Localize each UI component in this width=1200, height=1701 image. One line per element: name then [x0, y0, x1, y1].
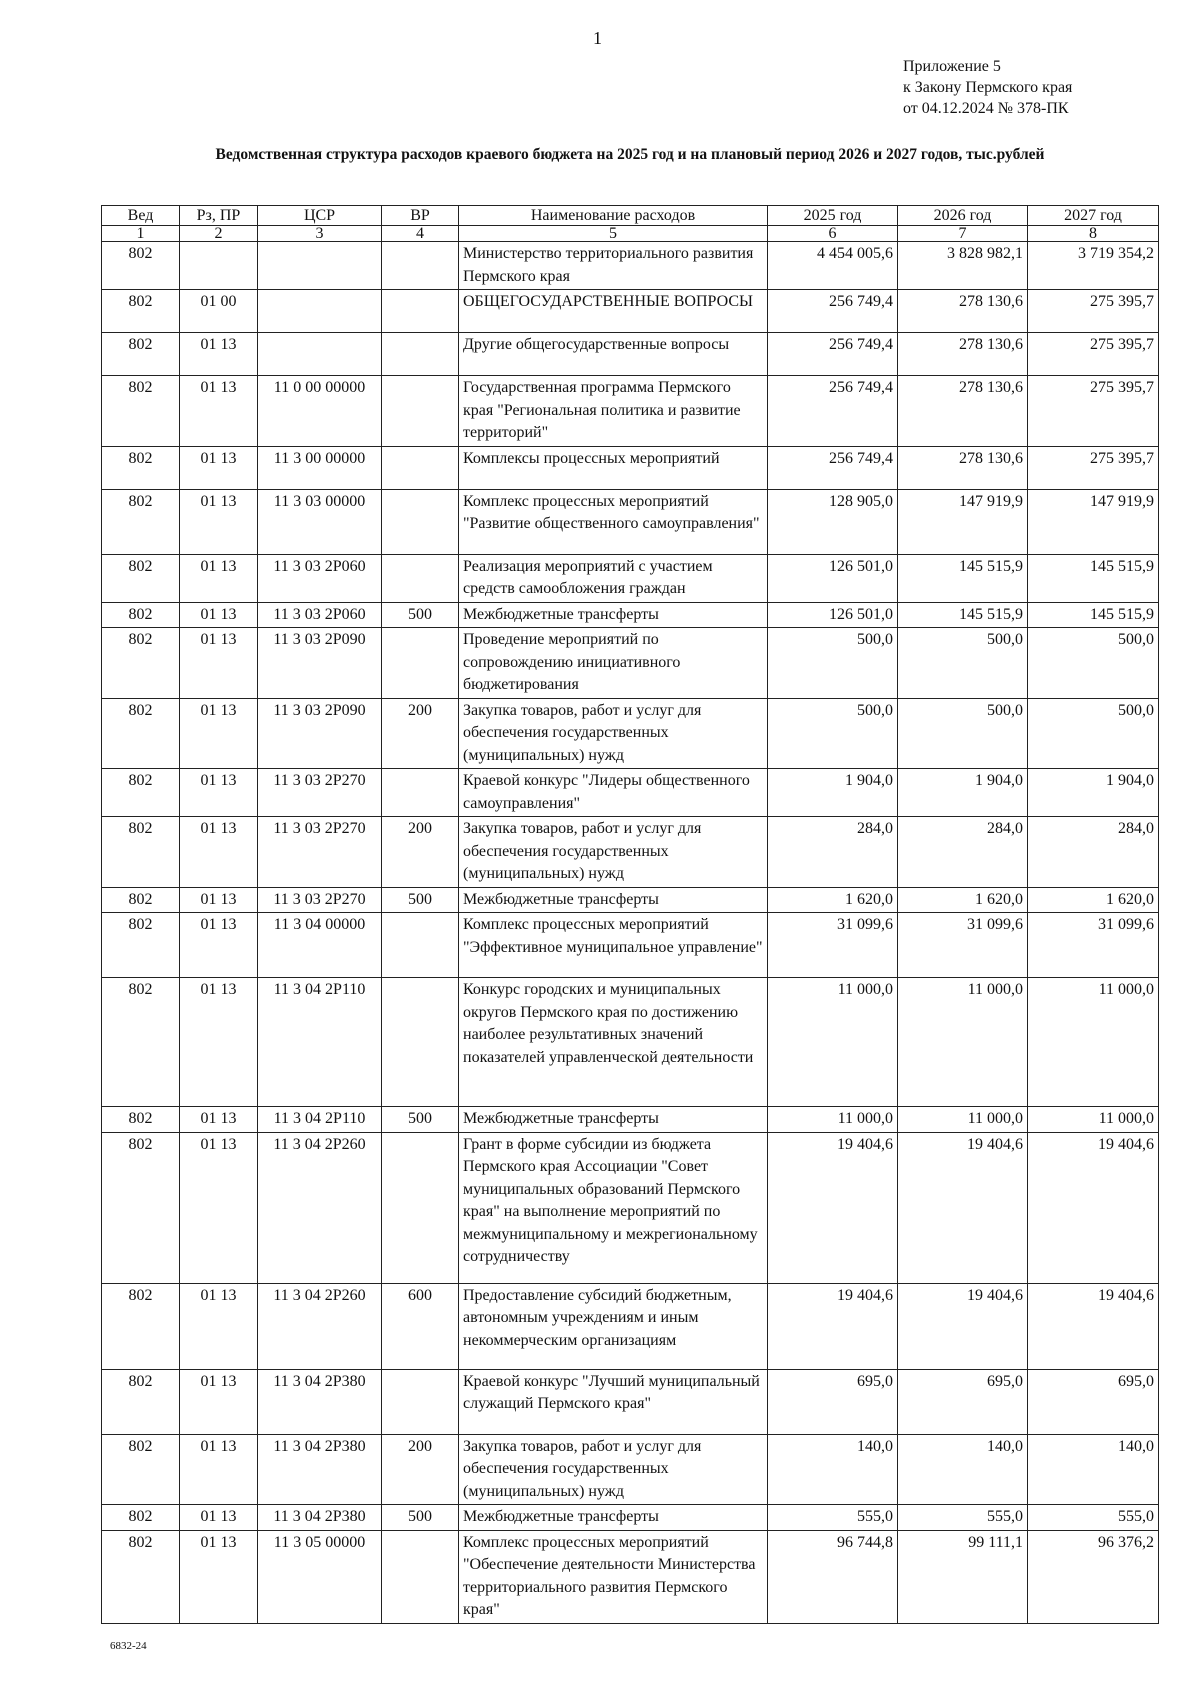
- rz-pr-cell: 01 13: [180, 817, 258, 888]
- rz-pr-cell: 01 13: [180, 628, 258, 699]
- name-cell: Комплекс процессных мероприятий "Эффективное муниципальное управление": [459, 913, 768, 978]
- amount-2027-cell: 11 000,0: [1028, 978, 1159, 1107]
- table-row: [102, 489, 1159, 554]
- amount-2025-cell: 19 404,6: [768, 1132, 898, 1283]
- budget-table-body: [102, 242, 1159, 1624]
- rz-pr-cell: 01 13: [180, 376, 258, 447]
- ved-cell: 802: [102, 489, 180, 554]
- ved-cell: 802: [102, 1283, 180, 1369]
- amount-2026-cell: 284,0: [898, 817, 1028, 888]
- column-number: 8: [1028, 226, 1159, 242]
- amount-2025-cell: 11 000,0: [768, 978, 898, 1107]
- vr-cell: [382, 978, 459, 1107]
- csr-cell: 11 3 04 2Р380: [258, 1369, 382, 1434]
- amount-2027-cell: 695,0: [1028, 1369, 1159, 1434]
- csr-cell: 11 3 04 2Р260: [258, 1283, 382, 1369]
- amount-2026-cell: 31 099,6: [898, 913, 1028, 978]
- ved-cell: 802: [102, 333, 180, 376]
- name-cell: Министерство территориального развития Пермского края: [459, 242, 768, 290]
- rz-pr-cell: 01 13: [180, 887, 258, 913]
- header-2027: 2027 год: [1028, 206, 1159, 226]
- amount-2027-cell: 284,0: [1028, 817, 1159, 888]
- amount-2026-cell: 500,0: [898, 628, 1028, 699]
- amount-2026-cell: 11 000,0: [898, 1107, 1028, 1133]
- amount-2025-cell: 555,0: [768, 1505, 898, 1531]
- csr-cell: [258, 242, 382, 290]
- vr-cell: 500: [382, 1505, 459, 1531]
- name-cell: Конкурс городских и муниципальных округов Пермского края по достижению наиболее результативных значений показателей управленческой деятельности: [459, 978, 768, 1107]
- csr-cell: 11 3 03 2Р270: [258, 769, 382, 817]
- table-row: [102, 887, 1159, 913]
- header-rz-pr: Рз, ПР: [180, 206, 258, 226]
- csr-cell: 11 3 03 2Р060: [258, 602, 382, 628]
- vr-cell: 200: [382, 817, 459, 888]
- amount-2026-cell: 278 130,6: [898, 446, 1028, 489]
- vr-cell: [382, 628, 459, 699]
- table-row: [102, 628, 1159, 699]
- amount-2026-cell: 3 828 982,1: [898, 242, 1028, 290]
- name-cell: Закупка товаров, работ и услуг для обеспечения государственных (муниципальных) нужд: [459, 1434, 768, 1505]
- name-cell: Межбюджетные трансферты: [459, 887, 768, 913]
- amount-2027-cell: 555,0: [1028, 1505, 1159, 1531]
- amount-2027-cell: 3 719 354,2: [1028, 242, 1159, 290]
- table-row: [102, 1283, 1159, 1369]
- name-cell: Межбюджетные трансферты: [459, 602, 768, 628]
- column-number: 7: [898, 226, 1028, 242]
- amount-2025-cell: 126 501,0: [768, 602, 898, 628]
- table-row: [102, 290, 1159, 333]
- ved-cell: 802: [102, 1132, 180, 1283]
- csr-cell: 11 3 04 2Р110: [258, 1107, 382, 1133]
- amount-2025-cell: 128 905,0: [768, 489, 898, 554]
- amount-2027-cell: 500,0: [1028, 628, 1159, 699]
- ved-cell: 802: [102, 698, 180, 769]
- ved-cell: 802: [102, 1107, 180, 1133]
- csr-cell: 11 3 04 2Р110: [258, 978, 382, 1107]
- csr-cell: 11 3 04 00000: [258, 913, 382, 978]
- csr-cell: 11 3 04 2Р380: [258, 1505, 382, 1531]
- header-csr: ЦСР: [258, 206, 382, 226]
- column-number: 5: [459, 226, 768, 242]
- vr-cell: 200: [382, 1434, 459, 1505]
- ved-cell: 802: [102, 554, 180, 602]
- table-row: [102, 602, 1159, 628]
- table-row: [102, 1434, 1159, 1505]
- amount-2025-cell: 256 749,4: [768, 446, 898, 489]
- amount-2025-cell: 19 404,6: [768, 1283, 898, 1369]
- ved-cell: 802: [102, 1530, 180, 1623]
- rz-pr-cell: 01 13: [180, 602, 258, 628]
- ved-cell: 802: [102, 769, 180, 817]
- amount-2027-cell: 1 620,0: [1028, 887, 1159, 913]
- name-cell: Комплекс процессных мероприятий "Обеспечение деятельности Министерства территориального развития Пермского края": [459, 1530, 768, 1623]
- vr-cell: [382, 242, 459, 290]
- ved-cell: 802: [102, 817, 180, 888]
- amount-2027-cell: 500,0: [1028, 698, 1159, 769]
- rz-pr-cell: 01 13: [180, 1369, 258, 1434]
- amount-2026-cell: 278 130,6: [898, 290, 1028, 333]
- column-number: 1: [102, 226, 180, 242]
- rz-pr-cell: 01 13: [180, 489, 258, 554]
- csr-cell: 11 0 00 00000: [258, 376, 382, 447]
- appendix-reference: [903, 56, 1072, 119]
- amount-2025-cell: 31 099,6: [768, 913, 898, 978]
- amount-2026-cell: 11 000,0: [898, 978, 1028, 1107]
- vr-cell: 500: [382, 602, 459, 628]
- amount-2026-cell: 1 620,0: [898, 887, 1028, 913]
- amount-2025-cell: 1 620,0: [768, 887, 898, 913]
- rz-pr-cell: 01 13: [180, 769, 258, 817]
- table-row: [102, 698, 1159, 769]
- amount-2027-cell: 31 099,6: [1028, 913, 1159, 978]
- name-cell: ОБЩЕГОСУДАРСТВЕННЫЕ ВОПРОСЫ: [459, 290, 768, 333]
- rz-pr-cell: 01 13: [180, 1530, 258, 1623]
- amount-2026-cell: 145 515,9: [898, 554, 1028, 602]
- ved-cell: 802: [102, 978, 180, 1107]
- csr-cell: 11 3 03 2Р270: [258, 887, 382, 913]
- ved-cell: 802: [102, 242, 180, 290]
- amount-2027-cell: 275 395,7: [1028, 446, 1159, 489]
- csr-cell: 11 3 03 2Р090: [258, 628, 382, 699]
- vr-cell: [382, 446, 459, 489]
- rz-pr-cell: [180, 242, 258, 290]
- header-vr: ВР: [382, 206, 459, 226]
- amount-2026-cell: 278 130,6: [898, 333, 1028, 376]
- rz-pr-cell: 01 13: [180, 978, 258, 1107]
- name-cell: Закупка товаров, работ и услуг для обеспечения государственных (муниципальных) нужд: [459, 817, 768, 888]
- name-cell: Государственная программа Пермского края "Региональная политика и развитие территорий": [459, 376, 768, 447]
- table-row: [102, 554, 1159, 602]
- header-2025: 2025 год: [768, 206, 898, 226]
- ved-cell: 802: [102, 602, 180, 628]
- amount-2026-cell: 19 404,6: [898, 1132, 1028, 1283]
- rz-pr-cell: 01 13: [180, 1434, 258, 1505]
- csr-cell: 11 3 04 2Р380: [258, 1434, 382, 1505]
- amount-2025-cell: 695,0: [768, 1369, 898, 1434]
- vr-cell: [382, 290, 459, 333]
- rz-pr-cell: 01 13: [180, 333, 258, 376]
- ved-cell: 802: [102, 446, 180, 489]
- amount-2027-cell: 275 395,7: [1028, 376, 1159, 447]
- budget-table: [101, 205, 1159, 1624]
- amount-2026-cell: 1 904,0: [898, 769, 1028, 817]
- amount-2026-cell: 555,0: [898, 1505, 1028, 1531]
- name-cell: Реализация мероприятий с участием средств самообложения граждан: [459, 554, 768, 602]
- rz-pr-cell: 01 13: [180, 1107, 258, 1133]
- table-row: [102, 1132, 1159, 1283]
- vr-cell: 200: [382, 698, 459, 769]
- name-cell: Краевой конкурс "Лучший муниципальный служащий Пермского края": [459, 1369, 768, 1434]
- csr-cell: [258, 290, 382, 333]
- amount-2025-cell: 256 749,4: [768, 376, 898, 447]
- amount-2027-cell: 275 395,7: [1028, 333, 1159, 376]
- csr-cell: 11 3 03 00000: [258, 489, 382, 554]
- amount-2025-cell: 500,0: [768, 628, 898, 699]
- vr-cell: [382, 913, 459, 978]
- amount-2026-cell: 147 919,9: [898, 489, 1028, 554]
- page-number: 1: [593, 28, 602, 48]
- ved-cell: 802: [102, 1369, 180, 1434]
- amount-2026-cell: 145 515,9: [898, 602, 1028, 628]
- column-number: 6: [768, 226, 898, 242]
- csr-cell: 11 3 03 2Р090: [258, 698, 382, 769]
- rz-pr-cell: 01 13: [180, 913, 258, 978]
- column-number-row: [102, 226, 1159, 242]
- amount-2025-cell: 284,0: [768, 817, 898, 888]
- appendix-line: от 04.12.2024 № 378-ПК: [903, 100, 1069, 117]
- name-cell: Закупка товаров, работ и услуг для обеспечения государственных (муниципальных) нужд: [459, 698, 768, 769]
- rz-pr-cell: 01 13: [180, 446, 258, 489]
- name-cell: Другие общегосударственные вопросы: [459, 333, 768, 376]
- amount-2027-cell: 145 515,9: [1028, 602, 1159, 628]
- amount-2027-cell: 1 904,0: [1028, 769, 1159, 817]
- vr-cell: [382, 554, 459, 602]
- ved-cell: 802: [102, 628, 180, 699]
- table-row: [102, 333, 1159, 376]
- table-row: [102, 1107, 1159, 1133]
- rz-pr-cell: 01 00: [180, 290, 258, 333]
- header-name: Наименование расходов: [459, 206, 768, 226]
- csr-cell: 11 3 03 2Р270: [258, 817, 382, 888]
- rz-pr-cell: 01 13: [180, 1505, 258, 1531]
- vr-cell: [382, 769, 459, 817]
- header-ved: Вед: [102, 206, 180, 226]
- name-cell: Комплекс процессных мероприятий "Развитие общественного самоуправления": [459, 489, 768, 554]
- table-row: [102, 446, 1159, 489]
- amount-2026-cell: 695,0: [898, 1369, 1028, 1434]
- document-title: Ведомственная структура расходов краевого бюджета на 2025 год и на плановый период 2026 и 2027 годов, тыс.рублей: [215, 146, 1045, 163]
- amount-2025-cell: 126 501,0: [768, 554, 898, 602]
- name-cell: Комплексы процессных мероприятий: [459, 446, 768, 489]
- column-number: 4: [382, 226, 459, 242]
- header-2026: 2026 год: [898, 206, 1028, 226]
- amount-2026-cell: 19 404,6: [898, 1283, 1028, 1369]
- table-row: [102, 1505, 1159, 1531]
- amount-2025-cell: 140,0: [768, 1434, 898, 1505]
- vr-cell: [382, 489, 459, 554]
- rz-pr-cell: 01 13: [180, 698, 258, 769]
- amount-2027-cell: 275 395,7: [1028, 290, 1159, 333]
- amount-2025-cell: 256 749,4: [768, 290, 898, 333]
- amount-2026-cell: 278 130,6: [898, 376, 1028, 447]
- amount-2027-cell: 147 919,9: [1028, 489, 1159, 554]
- amount-2025-cell: 11 000,0: [768, 1107, 898, 1133]
- amount-2025-cell: 4 454 005,6: [768, 242, 898, 290]
- name-cell: Грант в форме субсидии из бюджета Пермского края Ассоциации "Совет муниципальных образований Пермского края" на выполнение мероприятий по межмуниципальному и межрегиональному сотрудничеству: [459, 1132, 768, 1283]
- csr-cell: [258, 333, 382, 376]
- ved-cell: 802: [102, 1434, 180, 1505]
- csr-cell: 11 3 03 2Р060: [258, 554, 382, 602]
- amount-2027-cell: 140,0: [1028, 1434, 1159, 1505]
- rz-pr-cell: 01 13: [180, 554, 258, 602]
- ved-cell: 802: [102, 290, 180, 333]
- csr-cell: 11 3 04 2Р260: [258, 1132, 382, 1283]
- amount-2025-cell: 96 744,8: [768, 1530, 898, 1623]
- vr-cell: [382, 1369, 459, 1434]
- amount-2025-cell: 256 749,4: [768, 333, 898, 376]
- amount-2027-cell: 96 376,2: [1028, 1530, 1159, 1623]
- vr-cell: [382, 1132, 459, 1283]
- table-row: [102, 817, 1159, 888]
- footer-code: 6832-24: [110, 1640, 147, 1652]
- vr-cell: [382, 1530, 459, 1623]
- vr-cell: 500: [382, 887, 459, 913]
- header-row: [102, 206, 1159, 226]
- rz-pr-cell: 01 13: [180, 1283, 258, 1369]
- table-row: [102, 376, 1159, 447]
- rz-pr-cell: 01 13: [180, 1132, 258, 1283]
- vr-cell: [382, 333, 459, 376]
- amount-2027-cell: 145 515,9: [1028, 554, 1159, 602]
- amount-2026-cell: 99 111,1: [898, 1530, 1028, 1623]
- amount-2026-cell: 140,0: [898, 1434, 1028, 1505]
- table-row: [102, 978, 1159, 1107]
- table-row: [102, 1530, 1159, 1623]
- amount-2027-cell: 19 404,6: [1028, 1283, 1159, 1369]
- ved-cell: 802: [102, 376, 180, 447]
- table-row: [102, 242, 1159, 290]
- amount-2025-cell: 1 904,0: [768, 769, 898, 817]
- name-cell: Краевой конкурс "Лидеры общественного самоуправления": [459, 769, 768, 817]
- table-row: [102, 1369, 1159, 1434]
- csr-cell: 11 3 00 00000: [258, 446, 382, 489]
- amount-2027-cell: 11 000,0: [1028, 1107, 1159, 1133]
- appendix-line: к Закону Пермского края: [903, 79, 1073, 96]
- ved-cell: 802: [102, 887, 180, 913]
- column-number: 2: [180, 226, 258, 242]
- vr-cell: 600: [382, 1283, 459, 1369]
- name-cell: Межбюджетные трансферты: [459, 1107, 768, 1133]
- table-row: [102, 769, 1159, 817]
- vr-cell: 500: [382, 1107, 459, 1133]
- amount-2026-cell: 500,0: [898, 698, 1028, 769]
- table-row: [102, 913, 1159, 978]
- name-cell: Предоставление субсидий бюджетным, автономным учреждениям и иным некоммерческим организациям: [459, 1283, 768, 1369]
- csr-cell: 11 3 05 00000: [258, 1530, 382, 1623]
- ved-cell: 802: [102, 1505, 180, 1531]
- column-number: 3: [258, 226, 382, 242]
- name-cell: Межбюджетные трансферты: [459, 1505, 768, 1531]
- name-cell: Проведение мероприятий по сопровождению инициативного бюджетирования: [459, 628, 768, 699]
- amount-2027-cell: 19 404,6: [1028, 1132, 1159, 1283]
- ved-cell: 802: [102, 913, 180, 978]
- amount-2025-cell: 500,0: [768, 698, 898, 769]
- vr-cell: [382, 376, 459, 447]
- appendix-line: Приложение 5: [903, 58, 1001, 75]
